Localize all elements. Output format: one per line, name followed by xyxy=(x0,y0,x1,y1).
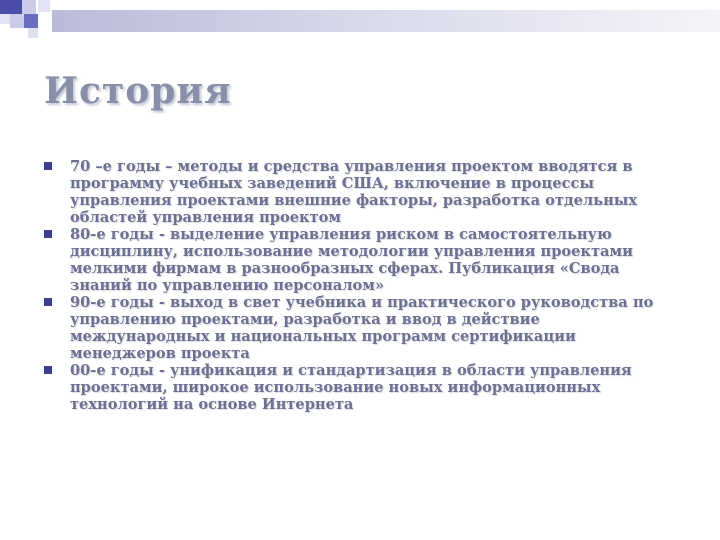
bullet-text: 80-е годы - выделение управления риском в самостоятельную дисциплину, использование методологии управления проектами мелкими фирмам в разнообразных сферах. Публикация «Свода знаний по управлению персоналом» xyxy=(70,226,633,294)
bullet-text: 90-е годы - выход в свет учебника и практического руководства по управлению проектами, разработка и ввод в действие международных и национальных программ сертификации менеджеров проекта xyxy=(70,294,654,362)
bullet-text: 70 –е годы – методы и средства управления проектом вводятся в программу учебных заведений США, включение в процессы управления проектами внешние факторы, разработка отдельных областей управления проектом xyxy=(70,158,638,226)
slide-title: История xyxy=(44,70,232,112)
decor-square xyxy=(0,0,22,14)
header-gradient-band xyxy=(52,10,720,32)
square-bullet-icon xyxy=(44,230,52,238)
decor-square xyxy=(38,0,50,12)
square-bullet-icon xyxy=(44,298,52,306)
decor-square xyxy=(0,14,10,24)
square-bullet-icon xyxy=(44,366,52,374)
bullet-item-80s xyxy=(44,226,674,294)
decor-square xyxy=(28,28,38,38)
bullet-item-90s xyxy=(44,294,674,362)
bullet-item-00s xyxy=(44,362,674,413)
square-bullet-icon xyxy=(44,162,52,170)
bullet-text: 00-е годы - унификация и стандартизация в области управления проектами, широкое использование новых информационных технологий на основе Интернета xyxy=(70,362,632,413)
bullet-list xyxy=(44,158,674,413)
bullet-item-70s xyxy=(44,158,674,226)
decor-square xyxy=(24,14,38,28)
decor-square xyxy=(22,0,36,14)
decor-square xyxy=(10,14,24,28)
